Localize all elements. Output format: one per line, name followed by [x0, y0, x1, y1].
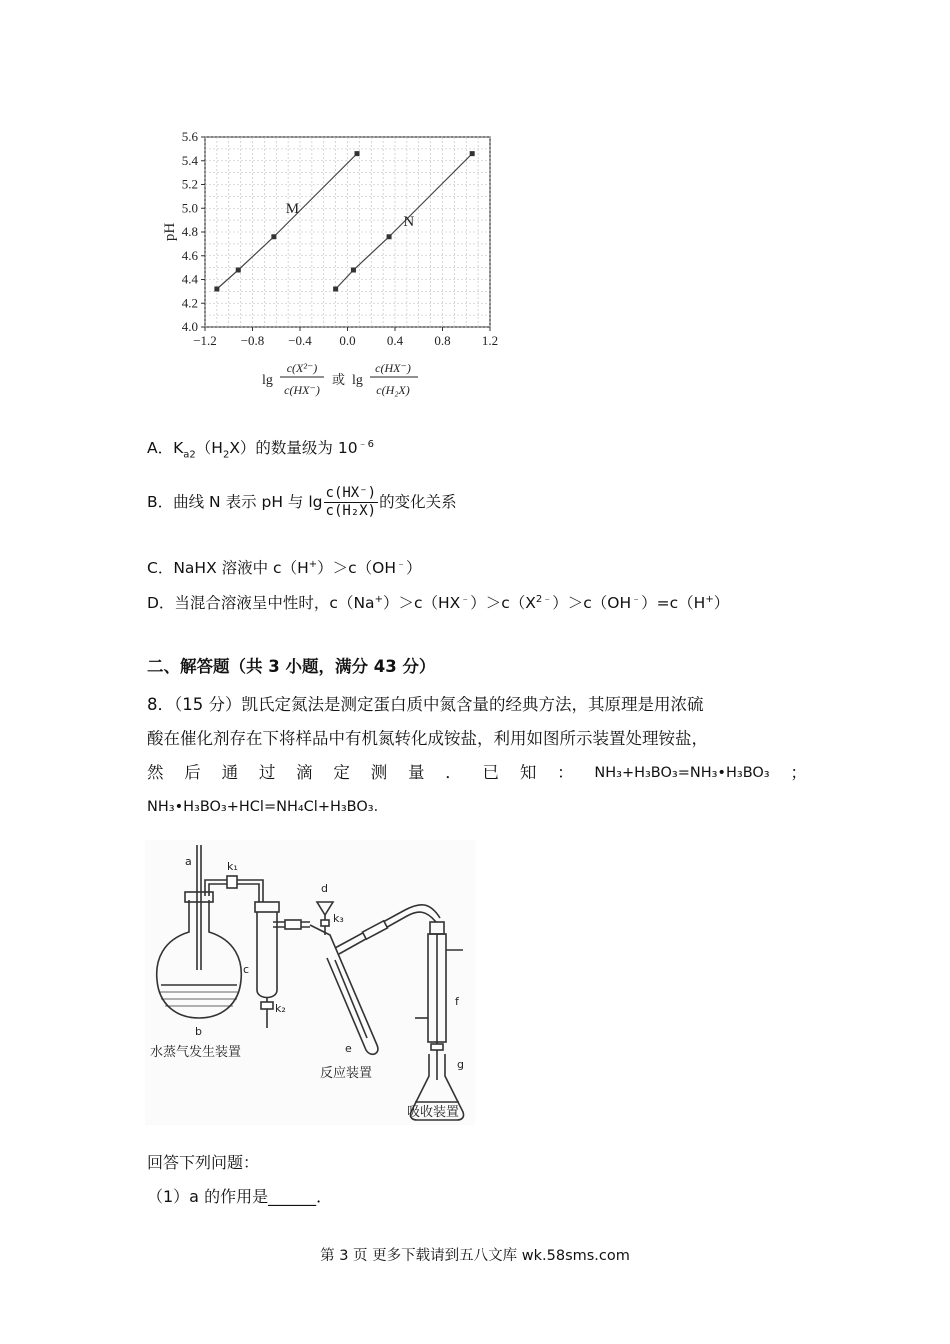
label-b: b	[195, 1025, 202, 1038]
xlabel-lg1: lg	[262, 373, 273, 388]
x-tick-label: 0.8	[434, 333, 451, 348]
option-b: B．曲线 N 表示 pH 与 lg $\frac{c(HX^-)}{\text{c(H₂X)}}$ 的变化关系	[147, 485, 457, 519]
y-tick-label: 4.0	[181, 319, 198, 334]
label-c: c	[243, 963, 250, 976]
data-point-M	[214, 287, 219, 292]
label-f: f	[455, 995, 459, 1008]
label-a: a	[185, 855, 192, 868]
y-tick-label: 4.6	[181, 247, 198, 263]
y-tick-label: 5.0	[181, 200, 198, 216]
q8-line-1: 8．（15 分）凯氏定氮法是测定蛋白质中氮含量的经典方法，其原理是用浓硫	[147, 695, 704, 714]
option-c: C．NaHX 溶液中 c（H+）＞c（OH﹣）	[147, 559, 422, 578]
page-footer: 第 3 页 更多下载请到五八文库 wk.58sms.com	[320, 1248, 630, 1264]
xlabel-lg2: lg	[352, 373, 363, 388]
xlabel-num2: c(HX⁻)	[375, 361, 411, 375]
data-point-M	[271, 234, 276, 239]
q8-line-2: 酸在催化剂存在下将样品中有机氮转化成铵盐，利用如图所示装置处理铵盐，	[147, 729, 708, 748]
answer-q1: （1）a 的作用是______．	[147, 1187, 333, 1206]
xlabel-num1: c(X²⁻)	[286, 361, 318, 375]
label-k1: k₁	[227, 860, 238, 873]
x-tick-label: −1.2	[193, 333, 217, 348]
ph-chart	[150, 122, 510, 416]
x-tick-label: −0.4	[288, 333, 312, 348]
y-tick-label: 5.2	[181, 176, 198, 192]
data-point-N	[387, 234, 392, 239]
equation-2: NH₃•H₃BO₃+HCl=NH₄Cl+H₃BO₃．	[147, 799, 389, 815]
caption-steam-generator: 水蒸气发生装置	[150, 1045, 242, 1060]
label-k3: k₃	[333, 912, 344, 925]
chart-svg	[150, 122, 510, 412]
caption-reaction: 反应装置	[320, 1066, 373, 1081]
series-label-N: N	[403, 214, 415, 231]
y-tick-label: 4.8	[181, 224, 198, 239]
label-k2: k₂	[275, 1002, 286, 1015]
option-a: A．$K_{a2}(H_2X)$的数量级为 $10^{﹣6}$	[147, 439, 374, 461]
xlabel-or: 或	[332, 372, 346, 387]
apparatus-svg	[145, 840, 475, 1125]
data-point-N	[470, 151, 475, 156]
y-tick-label: 5.4	[181, 152, 198, 168]
x-tick-label: 0.0	[339, 333, 356, 348]
label-g: g	[457, 1058, 464, 1071]
series-label-M: M	[285, 201, 300, 217]
y-tick-label: 4.4	[181, 271, 198, 287]
data-point-N	[351, 268, 356, 273]
x-tick-label: 1.2	[481, 333, 499, 348]
chart-ylabel: pH	[162, 222, 178, 242]
xlabel-den2: c(H₂X)	[376, 383, 410, 397]
label-d: d	[321, 882, 328, 895]
option-d: D．当混合溶液呈中性时，$c(Na^+)>c(HX^﹣)>c(X^{2﹣})>c(OH^﹣)=c(H^+)$	[147, 594, 730, 613]
equation-1: NH₃+H₃BO₃=NH₃•H₃BO₃	[594, 765, 770, 781]
q8-line-3: 然 后 通 过 滴 定 测 量 ． 已 知 ： NH₃+H₃BO₃=NH₃•H₃BO₃ ；	[147, 756, 807, 790]
section-title: 二、解答题（共 3 小题，满分 43 分）	[147, 657, 436, 676]
apparatus-figure	[145, 840, 475, 1129]
xlabel-den1: c(HX⁻)	[284, 383, 320, 397]
caption-absorption: 吸收装置	[407, 1105, 460, 1120]
fraction-hx-h2x: $\frac{c(HX^-)}{\text{c(H₂X)}}$	[325, 485, 377, 519]
y-tick-label: 5.6	[181, 129, 198, 144]
y-tick-label: 4.2	[181, 295, 198, 311]
x-tick-label: −0.8	[240, 333, 265, 348]
question-8	[147, 688, 807, 824]
data-point-M	[236, 268, 241, 273]
label-e: e	[345, 1042, 352, 1055]
data-point-M	[355, 151, 360, 156]
data-point-N	[333, 287, 338, 292]
answer-intro: 回答下列问题：	[147, 1153, 260, 1172]
x-tick-label: 0.4	[386, 333, 404, 348]
